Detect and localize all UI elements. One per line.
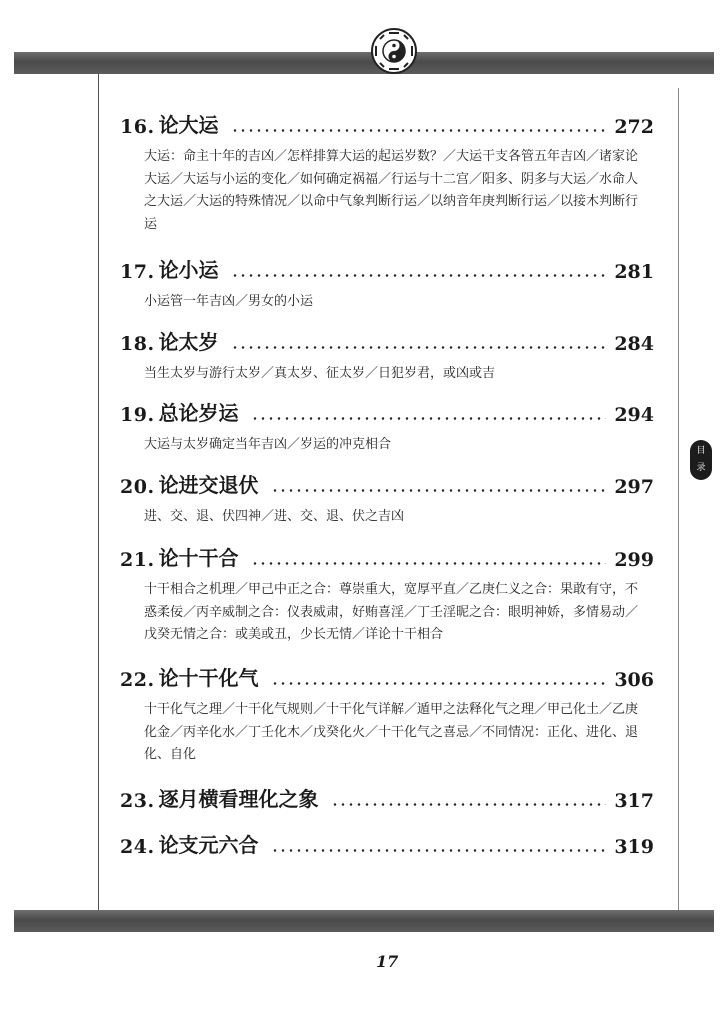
entry-page-number: 306 — [614, 669, 654, 691]
footer-band — [14, 910, 714, 932]
toc-entry-18[interactable] — [120, 325, 654, 386]
toc-entry-23[interactable] — [120, 782, 654, 812]
entry-number: 17. — [120, 261, 155, 283]
toc-entry-16[interactable] — [120, 108, 654, 236]
entry-number: 16. — [120, 116, 155, 138]
entry-page-number: 284 — [614, 333, 654, 355]
dot-leader — [271, 489, 607, 492]
entry-title: 论支元六合 — [158, 833, 259, 857]
entry-title: 论小运 — [158, 258, 219, 282]
entry-description: 大运：命主十年的吉凶／怎样排算大运的起运岁数？／大运干支各管五年吉凶／诸家论大运／大运与小运的变化／如何确定祸福／行运与十二宫／阳多、阴多与大运／水命人之大运／大运的特殊情况／以命中气象判断行运／以纳音年庚判断行运／以接木判断行运 — [144, 149, 639, 232]
frame-right-rule — [678, 88, 679, 910]
dot-leader — [271, 849, 607, 852]
entry-number: 19. — [120, 404, 155, 426]
entry-page-number: 281 — [614, 261, 654, 283]
entry-title: 总论岁运 — [158, 401, 239, 425]
dot-leader — [231, 346, 607, 349]
dot-leader — [231, 129, 607, 132]
entry-page-number: 272 — [614, 116, 654, 138]
entry-page-number: 319 — [614, 836, 654, 858]
entry-title: 论进交退伏 — [158, 473, 259, 497]
entry-title: 论十干化气 — [158, 666, 259, 690]
dot-leader — [271, 682, 607, 685]
entry-number: 20. — [120, 476, 155, 498]
entry-description: 十干化气之理／十干化气规则／十干化气详解／遁甲之法释化气之理／甲己化土／乙庚化金／丙辛化水／丁壬化木／戊癸化火／十干化气之喜忌／不同情况：正化、进化、退化、自化 — [144, 702, 639, 762]
entry-page-number: 299 — [614, 549, 654, 571]
side-tab-char-1: 目 — [696, 446, 706, 456]
entry-number: 18. — [120, 333, 155, 355]
entry-number: 24. — [120, 836, 155, 858]
entry-number: 22. — [120, 669, 155, 691]
entry-description: 当生太岁与游行太岁／真太岁、征太岁／日犯岁君，或凶或吉 — [144, 366, 496, 381]
entry-description: 十干相合之机理／甲己中正之合：尊崇重大，宽厚平直／乙庚仁义之合：果敢有守，不惑柔佞／丙辛威制之合：仪表威肃，好贿喜淫／丁壬淫昵之合：眼明神娇，多情易动／戊癸无情之合：或美或丑，少长无情／详论十干相合 — [144, 582, 639, 642]
entry-title: 论大运 — [158, 113, 219, 137]
dot-leader — [251, 417, 607, 420]
contents-side-tab[interactable] — [690, 440, 712, 480]
entry-page-number: 297 — [614, 476, 654, 498]
page-number: 17 — [376, 952, 399, 971]
entry-title: 论太岁 — [158, 330, 219, 354]
entry-number: 21. — [120, 549, 155, 571]
entry-title: 论十干合 — [158, 546, 239, 570]
entry-description: 进、交、退、伏四神／进、交、退、伏之吉凶 — [144, 509, 405, 524]
toc-entry-22[interactable] — [120, 661, 654, 767]
toc-entry-24[interactable] — [120, 828, 654, 858]
toc-entry-20[interactable] — [120, 468, 654, 529]
dot-leader — [331, 803, 607, 806]
dot-leader — [251, 562, 607, 565]
toc-entry-17[interactable] — [120, 253, 654, 314]
entry-page-number: 294 — [614, 404, 654, 426]
entry-number: 23. — [120, 790, 155, 812]
side-tab-char-2: 录 — [696, 463, 706, 473]
bagua-yin-yang-icon — [371, 28, 417, 74]
toc-entry-21[interactable] — [120, 541, 654, 647]
entry-description: 小运管一年吉凶／男女的小运 — [144, 294, 314, 309]
entry-description: 大运与太岁确定当年吉凶／岁运的冲克相合 — [144, 437, 392, 452]
entry-title: 逐月横看理化之象 — [158, 787, 319, 811]
frame-left-rule — [98, 74, 99, 910]
entry-page-number: 317 — [614, 790, 654, 812]
header-band — [14, 52, 714, 74]
toc-entry-19[interactable] — [120, 396, 654, 457]
dot-leader — [231, 274, 607, 277]
